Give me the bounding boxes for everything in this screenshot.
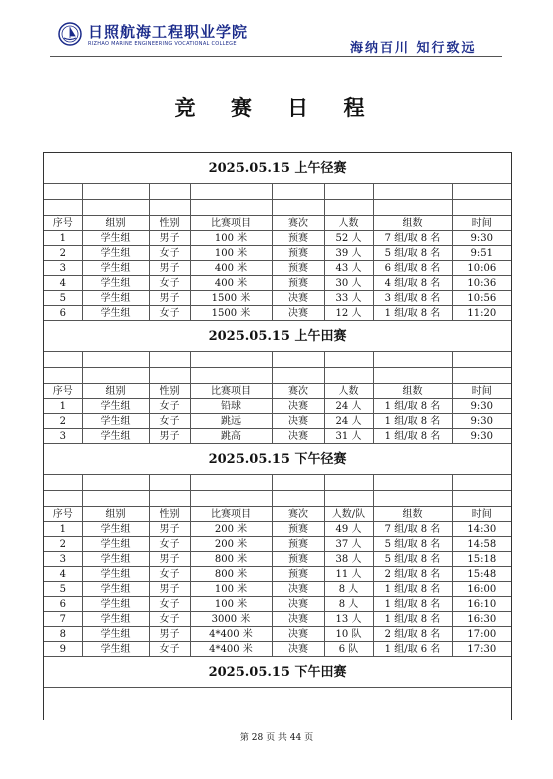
table-cell: 1500 米: [190, 291, 272, 306]
table-cell: 24 人: [324, 414, 373, 429]
table-row: [44, 246, 511, 261]
table-cell: 女子: [149, 597, 190, 612]
table-cell: 30 人: [324, 276, 373, 291]
table-cell: 1 组/取 8 名: [373, 612, 452, 627]
table-cell: 24 人: [324, 399, 373, 414]
table-cell: 4 组/取 8 名: [373, 276, 452, 291]
table-cell: 43 人: [324, 261, 373, 276]
table-cell: 1 组/取 8 名: [373, 429, 452, 444]
blank-cell: [82, 200, 149, 216]
blank-cell: [272, 184, 324, 200]
table-cell: 15:48: [452, 567, 511, 582]
blank-cell: [149, 200, 190, 216]
table-row: [44, 261, 511, 276]
blank-cell: [452, 475, 511, 491]
table-cell: 女子: [149, 612, 190, 627]
table-cell: 女子: [149, 276, 190, 291]
blank-cell: [373, 200, 452, 216]
table-cell: 1 组/取 8 名: [373, 306, 452, 321]
column-header: 性别: [149, 384, 190, 399]
table-cell: 学生组: [82, 414, 149, 429]
table-cell: 2: [44, 414, 82, 429]
blank-cell: [190, 200, 272, 216]
table-cell: 跳高: [190, 429, 272, 444]
blank-cell: [82, 352, 149, 368]
table-row: [44, 306, 511, 321]
table-cell: 1500 米: [190, 306, 272, 321]
table-cell: 5: [44, 582, 82, 597]
table-cell: 8 人: [324, 597, 373, 612]
column-header: 赛次: [272, 216, 324, 231]
blank-cell: [272, 475, 324, 491]
table-row: [44, 582, 511, 597]
table-cell: 学生组: [82, 291, 149, 306]
table-cell: 38 人: [324, 552, 373, 567]
blank-cell: [452, 352, 511, 368]
table-row: [44, 612, 511, 627]
table-cell: 2: [44, 246, 82, 261]
table-cell: 铅球: [190, 399, 272, 414]
table-cell: 14:30: [452, 522, 511, 537]
college-logo-icon: [58, 22, 82, 46]
section-heading: 2025.05.15 上午田赛: [44, 321, 511, 352]
table-cell: 6 队: [324, 642, 373, 657]
table-cell: 5: [44, 291, 82, 306]
table-cell: 预赛: [272, 276, 324, 291]
table-cell: 31 人: [324, 429, 373, 444]
table-cell: 女子: [149, 642, 190, 657]
table-cell: 11:20: [452, 306, 511, 321]
table-cell: 1 组/取 8 名: [373, 399, 452, 414]
blank-cell: [190, 491, 272, 507]
table-cell: 16:10: [452, 597, 511, 612]
table-cell: 3000 米: [190, 612, 272, 627]
blank-cell: [190, 352, 272, 368]
column-header: 序号: [44, 507, 82, 522]
section-heading: 2025.05.15 下午径赛: [44, 444, 511, 475]
column-header: 组数: [373, 384, 452, 399]
column-header: 序号: [44, 216, 82, 231]
table-cell: 学生组: [82, 231, 149, 246]
table-cell: 跳远: [190, 414, 272, 429]
table-cell: 预赛: [272, 537, 324, 552]
blank-cell: [324, 200, 373, 216]
table-cell: 800 米: [190, 567, 272, 582]
blank-cell: [149, 184, 190, 200]
table-cell: 学生组: [82, 612, 149, 627]
table-cell: 2: [44, 537, 82, 552]
column-header: 人数: [324, 216, 373, 231]
page-title: 竞 赛 日 程: [174, 95, 379, 120]
table-cell: 男子: [149, 552, 190, 567]
blank-cell: [324, 184, 373, 200]
table-cell: 男子: [149, 261, 190, 276]
schedule-table-frame: [43, 152, 512, 720]
table-cell: 决赛: [272, 627, 324, 642]
table-cell: 决赛: [272, 306, 324, 321]
table-cell: 9:51: [452, 246, 511, 261]
table-row: [44, 627, 511, 642]
table-cell: 预赛: [272, 261, 324, 276]
table-cell: 10 队: [324, 627, 373, 642]
table-cell: 5 组/取 8 名: [373, 537, 452, 552]
table-cell: 男子: [149, 627, 190, 642]
blank-cell: [149, 352, 190, 368]
school-name-cn: 日照航海工程职业学院: [88, 23, 249, 41]
blank-cell: [452, 184, 511, 200]
table-cell: 2 组/取 8 名: [373, 567, 452, 582]
table-cell: 7 组/取 8 名: [373, 522, 452, 537]
blank-cell: [452, 200, 511, 216]
table-cell: 决赛: [272, 291, 324, 306]
table-cell: 决赛: [272, 582, 324, 597]
table-cell: 3: [44, 429, 82, 444]
blank-row: [44, 368, 511, 384]
table-cell: 学生组: [82, 399, 149, 414]
table-cell: 11 人: [324, 567, 373, 582]
table-cell: 女子: [149, 414, 190, 429]
table-cell: 400 米: [190, 276, 272, 291]
table-cell: 女子: [149, 567, 190, 582]
table-row: [44, 276, 511, 291]
blank-cell: [149, 475, 190, 491]
column-header: 人数/队: [324, 507, 373, 522]
table-cell: 9:30: [452, 399, 511, 414]
table-cell: 6: [44, 306, 82, 321]
table-cell: 1 组/取 6 名: [373, 642, 452, 657]
table-cell: 1 组/取 8 名: [373, 582, 452, 597]
column-header: 组别: [82, 507, 149, 522]
table-cell: 17:30: [452, 642, 511, 657]
table-cell: 7 组/取 8 名: [373, 231, 452, 246]
table-row: [44, 399, 511, 414]
table-cell: 6: [44, 597, 82, 612]
blank-cell: [272, 352, 324, 368]
table-cell: 决赛: [272, 399, 324, 414]
table-cell: 52 人: [324, 231, 373, 246]
table-cell: 8 人: [324, 582, 373, 597]
section-heading-row: [44, 321, 511, 352]
column-header: 比赛项目: [190, 384, 272, 399]
blank-cell: [272, 368, 324, 384]
blank-cell: [44, 475, 82, 491]
blank-cell: [82, 475, 149, 491]
blank-row: [44, 475, 511, 491]
section-heading-row: [44, 444, 511, 475]
blank-row: [44, 200, 511, 216]
table-cell: 6 组/取 8 名: [373, 261, 452, 276]
blank-cell: [149, 368, 190, 384]
table-cell: 预赛: [272, 246, 324, 261]
blank-cell: [44, 184, 82, 200]
table-row: [44, 597, 511, 612]
blank-cell: [190, 368, 272, 384]
header-divider: [50, 56, 502, 57]
table-cell: 女子: [149, 246, 190, 261]
table-cell: 男子: [149, 582, 190, 597]
column-header: 组数: [373, 216, 452, 231]
table-cell: 学生组: [82, 276, 149, 291]
table-cell: 预赛: [272, 231, 324, 246]
blank-cell: [373, 491, 452, 507]
table-cell: 女子: [149, 399, 190, 414]
table-row: [44, 522, 511, 537]
table-cell: 1: [44, 399, 82, 414]
table-cell: 17:00: [452, 627, 511, 642]
table-cell: 1 组/取 8 名: [373, 597, 452, 612]
blank-cell: [324, 491, 373, 507]
table-cell: 100 米: [190, 582, 272, 597]
table-cell: 男子: [149, 231, 190, 246]
table-row: [44, 231, 511, 246]
table-row: [44, 291, 511, 306]
blank-cell: [272, 491, 324, 507]
table-cell: 100 米: [190, 231, 272, 246]
table-cell: 33 人: [324, 291, 373, 306]
column-header-row: [44, 216, 511, 231]
table-cell: 学生组: [82, 537, 149, 552]
table-row: [44, 414, 511, 429]
column-header: 时间: [452, 384, 511, 399]
table-cell: 学生组: [82, 552, 149, 567]
table-cell: 12 人: [324, 306, 373, 321]
table-cell: 4: [44, 567, 82, 582]
table-row: [44, 537, 511, 552]
column-header-row: [44, 384, 511, 399]
section-heading: 2025.05.15 下午田赛: [44, 657, 511, 688]
table-cell: 决赛: [272, 414, 324, 429]
column-header: 组数: [373, 507, 452, 522]
blank-cell: [324, 475, 373, 491]
column-header: 序号: [44, 384, 82, 399]
table-cell: 10:56: [452, 291, 511, 306]
table-cell: 2 组/取 8 名: [373, 627, 452, 642]
table-cell: 学生组: [82, 522, 149, 537]
school-motto: 海纳百川 知行致远: [350, 41, 477, 56]
table-cell: 16:00: [452, 582, 511, 597]
table-cell: 学生组: [82, 582, 149, 597]
table-cell: 100 米: [190, 597, 272, 612]
table-cell: 8: [44, 627, 82, 642]
schedule-table: [44, 153, 511, 688]
blank-cell: [324, 368, 373, 384]
school-name-en: RIZHAO MARINE ENGINEERING VOCATIONAL COLLEGE: [88, 41, 237, 47]
table-cell: 1: [44, 231, 82, 246]
table-cell: 4: [44, 276, 82, 291]
table-cell: 决赛: [272, 642, 324, 657]
table-cell: 9:30: [452, 231, 511, 246]
blank-cell: [272, 200, 324, 216]
table-cell: 预赛: [272, 567, 324, 582]
table-cell: 3 组/取 8 名: [373, 291, 452, 306]
table-cell: 200 米: [190, 522, 272, 537]
table-row: [44, 642, 511, 657]
blank-cell: [452, 491, 511, 507]
column-header: 组别: [82, 216, 149, 231]
blank-row: [44, 491, 511, 507]
blank-cell: [190, 475, 272, 491]
table-cell: 学生组: [82, 627, 149, 642]
table-cell: 女子: [149, 306, 190, 321]
table-cell: 男子: [149, 522, 190, 537]
table-cell: 学生组: [82, 642, 149, 657]
blank-cell: [373, 475, 452, 491]
table-cell: 决赛: [272, 612, 324, 627]
blank-cell: [373, 352, 452, 368]
table-cell: 9:30: [452, 429, 511, 444]
column-header: 性别: [149, 507, 190, 522]
table-cell: 学生组: [82, 567, 149, 582]
table-cell: 4*400 米: [190, 642, 272, 657]
table-cell: 学生组: [82, 597, 149, 612]
page-footer: 第 28 页 共 44 页: [239, 733, 314, 743]
blank-row: [44, 184, 511, 200]
table-row: [44, 429, 511, 444]
column-header: 赛次: [272, 507, 324, 522]
table-cell: 5 组/取 8 名: [373, 552, 452, 567]
table-cell: 学生组: [82, 429, 149, 444]
blank-cell: [82, 368, 149, 384]
table-cell: 10:36: [452, 276, 511, 291]
column-header: 赛次: [272, 384, 324, 399]
blank-cell: [44, 491, 82, 507]
blank-cell: [82, 491, 149, 507]
table-cell: 男子: [149, 429, 190, 444]
blank-cell: [82, 184, 149, 200]
table-cell: 预赛: [272, 552, 324, 567]
table-cell: 4*400 米: [190, 627, 272, 642]
blank-cell: [452, 368, 511, 384]
table-row: [44, 552, 511, 567]
table-cell: 3: [44, 552, 82, 567]
table-cell: 13 人: [324, 612, 373, 627]
blank-cell: [324, 352, 373, 368]
column-header: 组别: [82, 384, 149, 399]
blank-cell: [373, 184, 452, 200]
table-cell: 1 组/取 8 名: [373, 414, 452, 429]
table-cell: 39 人: [324, 246, 373, 261]
table-cell: 14:58: [452, 537, 511, 552]
section-heading-row: [44, 153, 511, 184]
table-cell: 16:30: [452, 612, 511, 627]
column-header: 时间: [452, 507, 511, 522]
table-cell: 100 米: [190, 246, 272, 261]
table-cell: 决赛: [272, 429, 324, 444]
table-cell: 学生组: [82, 306, 149, 321]
table-cell: 400 米: [190, 261, 272, 276]
section-heading: 2025.05.15 上午径赛: [44, 153, 511, 184]
blank-cell: [190, 184, 272, 200]
blank-cell: [44, 368, 82, 384]
table-cell: 女子: [149, 537, 190, 552]
table-cell: 37 人: [324, 537, 373, 552]
table-cell: 9:30: [452, 414, 511, 429]
table-cell: 决赛: [272, 597, 324, 612]
table-cell: 预赛: [272, 522, 324, 537]
column-header: 性别: [149, 216, 190, 231]
table-cell: 9: [44, 642, 82, 657]
section-heading-row: [44, 657, 511, 688]
blank-cell: [149, 491, 190, 507]
table-row: [44, 567, 511, 582]
table-cell: 3: [44, 261, 82, 276]
table-cell: 15:18: [452, 552, 511, 567]
column-header-row: [44, 507, 511, 522]
column-header: 人数: [324, 384, 373, 399]
blank-cell: [373, 368, 452, 384]
column-header: 比赛项目: [190, 216, 272, 231]
table-cell: 男子: [149, 291, 190, 306]
blank-cell: [44, 200, 82, 216]
table-cell: 200 米: [190, 537, 272, 552]
blank-cell: [44, 352, 82, 368]
table-cell: 学生组: [82, 261, 149, 276]
table-cell: 800 米: [190, 552, 272, 567]
blank-row: [44, 352, 511, 368]
column-header: 比赛项目: [190, 507, 272, 522]
table-cell: 49 人: [324, 522, 373, 537]
table-cell: 10:06: [452, 261, 511, 276]
table-cell: 1: [44, 522, 82, 537]
column-header: 时间: [452, 216, 511, 231]
table-cell: 7: [44, 612, 82, 627]
table-cell: 学生组: [82, 246, 149, 261]
table-cell: 5 组/取 8 名: [373, 246, 452, 261]
